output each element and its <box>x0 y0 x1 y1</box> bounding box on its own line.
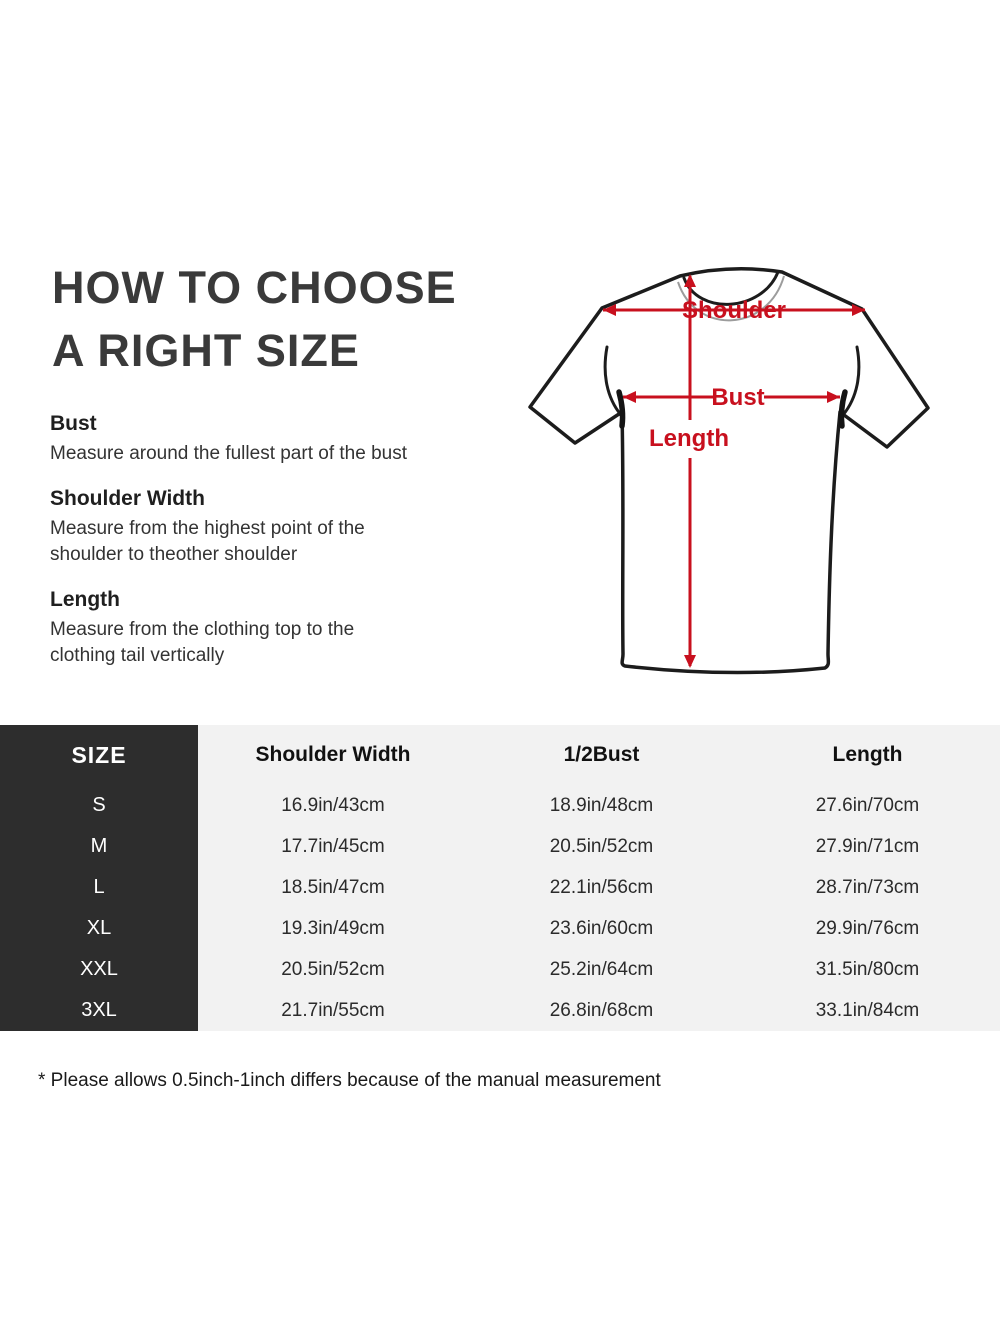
bust-arrow-label: Bust <box>711 384 765 411</box>
left-armpit-shadow <box>619 392 623 426</box>
instruction-shoulder-text-line-2: shoulder to theother shoulder <box>50 544 298 565</box>
size-label: M <box>0 826 198 867</box>
instruction-bust-heading: Bust <box>50 412 97 435</box>
bust-value: 26.8in/68cm <box>549 999 654 1021</box>
instruction-shoulder-text-line-1: Measure from the highest point of the <box>50 518 365 539</box>
length-value: 31.5in/80cm <box>815 958 920 980</box>
shoulder-value: 17.7in/45cm <box>281 835 385 857</box>
bust-value: 18.9in/48cm <box>549 794 654 816</box>
instruction-bust-text: Measure around the fullest part of the bust <box>50 443 407 464</box>
table-row-m <box>0 826 1000 867</box>
shoulder-value: 19.3in/49cm <box>281 917 385 939</box>
measuring-instructions <box>50 412 510 689</box>
table-row-3xl <box>0 990 1000 1031</box>
instruction-shoulder-width <box>50 487 510 568</box>
size-label: XL <box>0 908 198 949</box>
size-label: S <box>0 785 198 826</box>
length-arrow-label: Length <box>649 425 729 452</box>
column-header-size: SIZE <box>0 725 198 785</box>
column-header-length: Length <box>832 743 903 766</box>
column-header-half-bust: 1/2Bust <box>563 743 640 766</box>
length-value: 29.9in/76cm <box>815 917 920 939</box>
table-row-xxl <box>0 949 1000 990</box>
shoulder-arrow-label: Shoulder <box>681 297 787 324</box>
instruction-bust <box>50 412 510 467</box>
size-label: 3XL <box>0 990 198 1031</box>
column-header-shoulder-width: Shoulder Width <box>255 743 411 766</box>
instruction-length <box>50 588 510 669</box>
table-row-s <box>0 785 1000 826</box>
page-title <box>52 256 457 382</box>
page-title-line-1: HOW TO CHOOSE <box>52 262 457 313</box>
instruction-shoulder-heading: Shoulder Width <box>50 487 205 510</box>
length-value: 27.9in/71cm <box>815 835 920 857</box>
measurement-disclaimer: * Please allows 0.5inch-1inch differs because of the manual measurement <box>38 1070 661 1091</box>
size-label: XXL <box>0 949 198 990</box>
table-row-xl <box>0 908 1000 949</box>
shoulder-value: 16.9in/43cm <box>281 794 385 816</box>
tshirt-outline <box>530 269 928 673</box>
page-title-line-2: A RIGHT SIZE <box>52 325 360 376</box>
shoulder-value: 21.7in/55cm <box>281 999 385 1021</box>
instruction-length-heading: Length <box>50 588 120 611</box>
shoulder-value: 20.5in/52cm <box>281 958 385 980</box>
bust-value: 22.1in/56cm <box>549 876 654 898</box>
bust-value: 23.6in/60cm <box>549 917 654 939</box>
instruction-length-text-line-2: clothing tail vertically <box>50 645 225 666</box>
size-label: L <box>0 867 198 908</box>
right-armpit-shadow <box>841 392 845 426</box>
table-row-l <box>0 867 1000 908</box>
size-table-header-row <box>0 725 1000 785</box>
length-value: 33.1in/84cm <box>815 999 920 1021</box>
tshirt-measurement-diagram <box>510 252 960 692</box>
bust-value: 25.2in/64cm <box>549 958 654 980</box>
bust-value: 20.5in/52cm <box>549 835 654 857</box>
instruction-length-text-line-1: Measure from the clothing top to the <box>50 619 355 640</box>
size-table <box>0 725 1000 1031</box>
length-value: 28.7in/73cm <box>815 876 920 898</box>
shoulder-value: 18.5in/47cm <box>281 876 385 898</box>
length-value: 27.6in/70cm <box>815 794 920 816</box>
